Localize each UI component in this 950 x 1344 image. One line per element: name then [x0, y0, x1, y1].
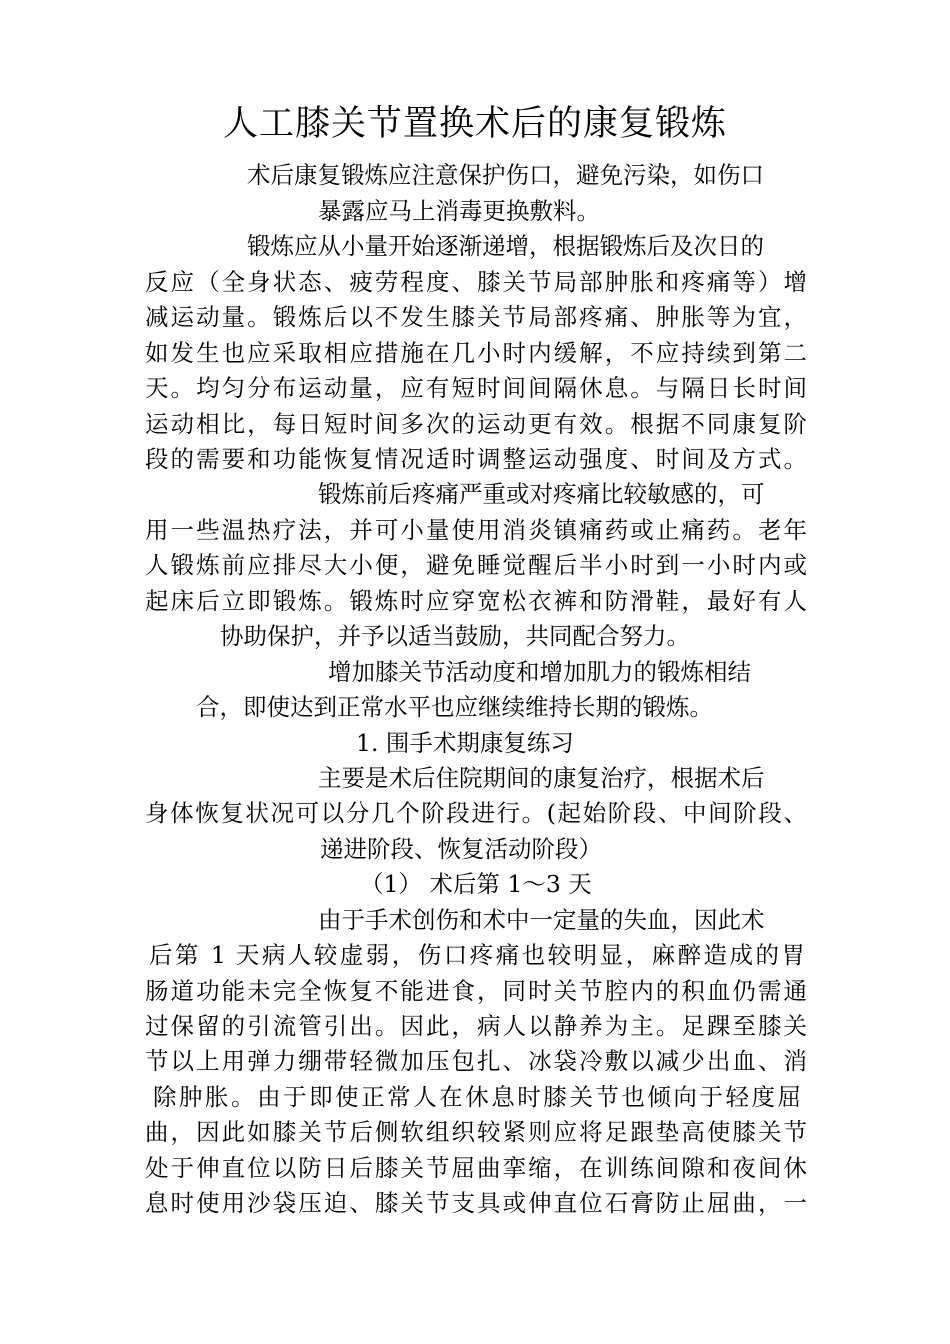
- text-line: 用一些温热疗法，并可小量使用消炎镇痛药或止痛药。老年: [145, 516, 807, 544]
- text-line: 由于手术创伤和术中一定量的失血，因此术: [318, 906, 765, 934]
- text-line: 递进阶段、恢复活动阶段）: [320, 835, 602, 863]
- text-line: 锻炼前后疼痛严重或对疼痛比较敏感的，可: [318, 480, 765, 508]
- text-line: 曲，因此如膝关节后侧软组织较紧则应将足跟垫高使膝关节: [145, 1118, 807, 1146]
- text-line: 天。均匀分布运动量，应有短时间间隔休息。与隔日长时间: [145, 374, 807, 402]
- text-line: 后第 1 天病人较虚弱，伤口疼痛也较明显，麻醉造成的胃: [149, 941, 805, 969]
- text-line: 处于伸直位以防日后膝关节屈曲挛缩，在训练间隙和夜间休: [145, 1154, 807, 1182]
- section-heading: 1. 围手术期康复练习: [356, 729, 574, 757]
- text-line: 主要是术后住院期间的康复治疗，根据术后: [318, 764, 765, 792]
- text-line: 除肿胀。由于即使正常人在休息时膝关节也倾向于轻度屈: [153, 1083, 801, 1111]
- text-line: 肠道功能未完全恢复不能进食，同时关节腔内的积血仍需通: [145, 977, 807, 1005]
- text-line: 起床后立即锻炼。锻炼时应穿宽松衣裤和防滑鞋，最好有人: [145, 587, 807, 615]
- text-line: 节以上用弹力绷带轻微加压包扎、冰袋冷敷以减少出血、消: [145, 1047, 807, 1075]
- text-line: 增加膝关节活动度和增加肌力的锻炼相结: [328, 658, 751, 686]
- text-line: 运动相比，每日短时间多次的运动更有效。根据不同康复阶: [145, 410, 807, 438]
- text-line: 反应（全身状态、疲劳程度、膝关节局部肿胀和疼痛等）增: [145, 268, 807, 296]
- text-line: 人锻炼前应排尽大小便，避免睡觉醒后半小时到一小时内或: [145, 551, 807, 579]
- subsection-heading: （1） 术后第 1～3 天: [360, 870, 592, 898]
- text-line: 过保留的引流管引出。因此，病人以静养为主。足踝至膝关: [145, 1012, 807, 1040]
- text-line: 如发生也应采取相应措施在几小时内缓解，不应持续到第二: [145, 339, 807, 367]
- text-line: 暴露应马上消毒更换敷料。: [318, 197, 600, 225]
- document-title: 人工膝关节置换术后的康复锻炼: [222, 104, 727, 144]
- text-line: 段的需要和功能恢复情况适时调整运动强度、时间及方式。: [145, 445, 807, 473]
- text-line: 术后康复锻炼应注意保护伤口，避免污染，如伤口: [247, 161, 764, 189]
- text-line: 息时使用沙袋压迫、膝关节支具或伸直位石膏防止屈曲，一: [145, 1189, 807, 1217]
- text-line: 身体恢复状况可以分几个阶段进行。(起始阶段、中间阶段、: [145, 799, 807, 827]
- text-line: 合，即使达到正常水平也应继续维持长期的锻炼。: [196, 693, 713, 721]
- text-line: 锻炼应从小量开始逐渐递增，根据锻炼后及次日的: [247, 232, 764, 260]
- text-line: 协助保护，并予以适当鼓励，共同配合努力。: [220, 622, 690, 650]
- text-line: 减运动量。锻炼后以不发生膝关节局部疼痛、肿胀等为宜，: [145, 303, 807, 331]
